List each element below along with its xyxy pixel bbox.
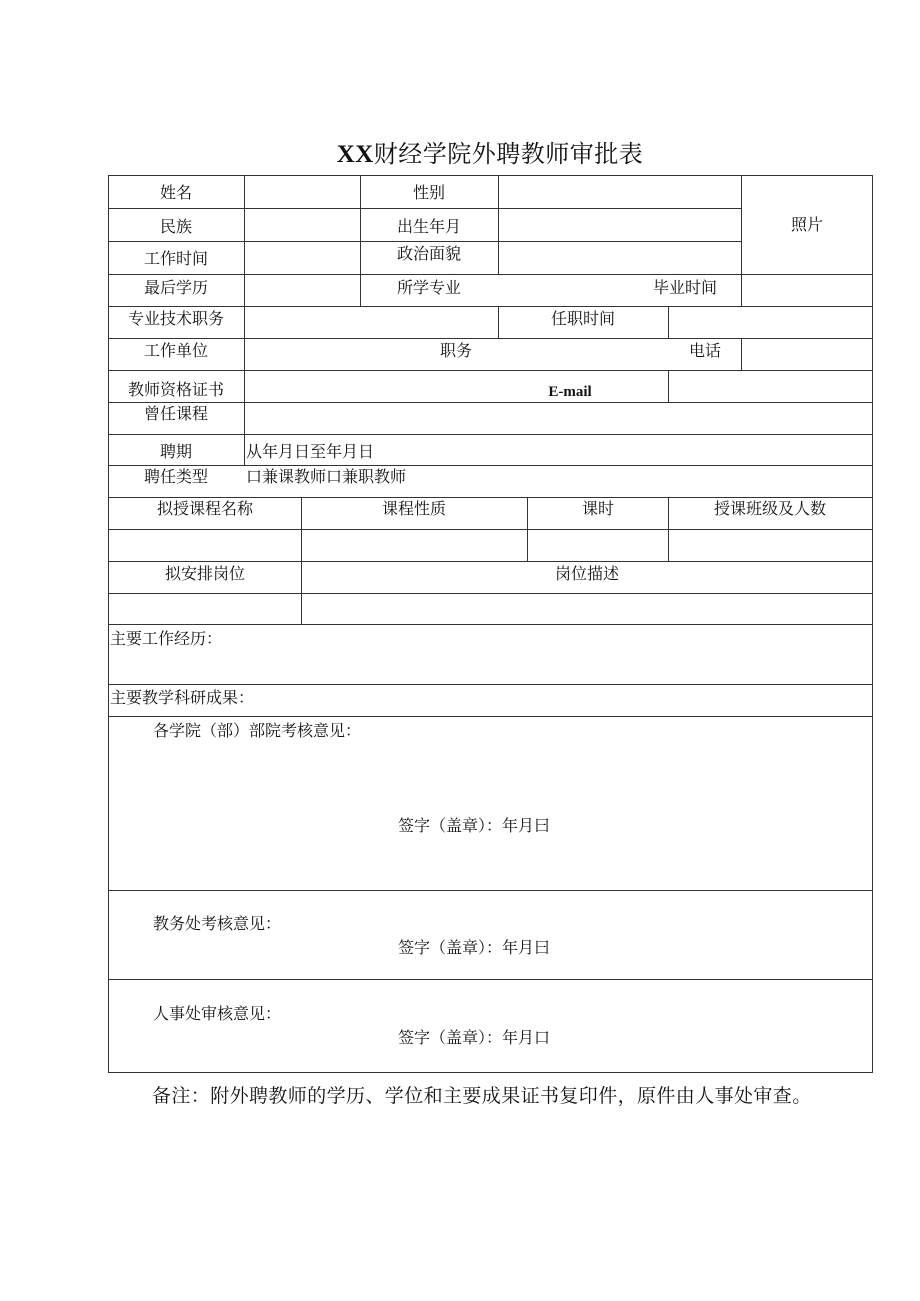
approval-form bbox=[108, 175, 873, 1073]
label-hr-opinion: 人事处审核意见： bbox=[153, 1004, 282, 1023]
label-course-name: 拟授课程名称 bbox=[156, 499, 254, 518]
footnote: 备注：附外聘教师的学历、学位和主要成果证书复印件，原件由人事处审查。 bbox=[152, 1085, 812, 1107]
label-name: 姓名 bbox=[159, 183, 193, 202]
label-major: 所学专业 bbox=[396, 278, 462, 297]
label-gender: 性别 bbox=[412, 183, 446, 202]
label-prev-courses: 曾任课程 bbox=[143, 404, 209, 423]
label-phone: 电话 bbox=[688, 341, 722, 360]
label-email: E-mail bbox=[548, 384, 592, 400]
label-birth: 出生年月 bbox=[396, 217, 462, 236]
label-certificate: 教师资格证书 bbox=[127, 380, 225, 399]
title-text: 财经学院外聘教师审批表 bbox=[373, 140, 644, 168]
label-photo: 照片 bbox=[790, 215, 824, 234]
hr-signature: 签字（盖章）：年月口 bbox=[398, 1028, 551, 1047]
label-post-desc: 岗位描述 bbox=[554, 564, 620, 583]
label-grad-time: 毕业时间 bbox=[652, 278, 718, 297]
label-ethnicity: 民族 bbox=[159, 217, 193, 236]
label-education: 最后学历 bbox=[143, 278, 209, 297]
academic-signature: 签字（盖章）：年月曰 bbox=[398, 938, 551, 957]
label-experience: 主要工作经历： bbox=[110, 629, 223, 648]
label-term: 聘期 bbox=[159, 442, 193, 461]
dept-signature: 签字（盖章）：年月曰 bbox=[398, 816, 551, 835]
label-employer: 工作单位 bbox=[143, 341, 209, 360]
label-type: 聘任类型 bbox=[143, 467, 209, 486]
label-work-start: 工作时间 bbox=[143, 249, 209, 268]
term-value: 从年月日至年月日 bbox=[246, 442, 375, 461]
label-hours: 课时 bbox=[581, 499, 615, 518]
form-title bbox=[0, 134, 920, 169]
label-academic-opinion: 教务处考核意见： bbox=[153, 914, 282, 933]
label-political: 政治面貌 bbox=[396, 244, 462, 263]
label-achievements: 主要教学科研成果： bbox=[110, 688, 255, 707]
label-dept-opinion: 各学院（部）部院考核意见： bbox=[153, 721, 362, 740]
label-prof-title: 专业技术职务 bbox=[127, 309, 225, 328]
label-course-nature: 课程性质 bbox=[381, 499, 447, 518]
label-class-count: 授课班级及人数 bbox=[713, 499, 827, 518]
label-post: 拟安排岗位 bbox=[164, 564, 246, 583]
title-prefix: XX bbox=[336, 141, 374, 168]
label-position: 职务 bbox=[439, 341, 473, 360]
type-value: 口兼课教师口兼职教师 bbox=[246, 467, 407, 486]
label-title-time: 任职时间 bbox=[550, 309, 616, 328]
